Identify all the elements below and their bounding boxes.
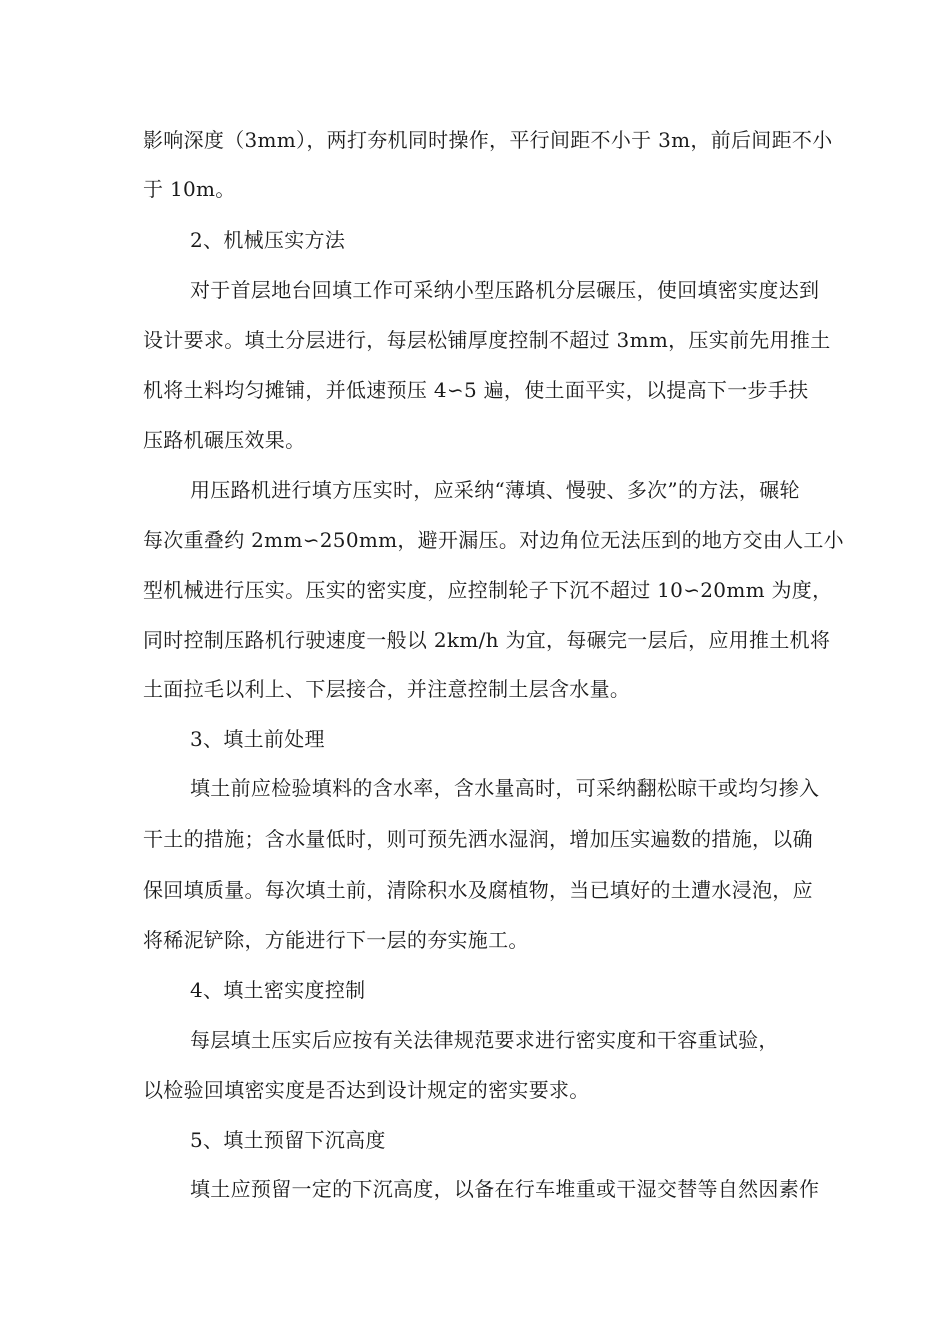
paragraph-line: 于 10m。 bbox=[143, 177, 236, 201]
paragraph-line: 型机械进行压实。压实的密实度，应控制轮子下沉不超过 10∽20mm 为度， bbox=[143, 578, 833, 602]
paragraph-line: 设计要求。填土分层进行，每层松铺厚度控制不超过 3mm，压实前先用推土 bbox=[143, 328, 831, 352]
paragraph-line: 每次重叠约 2mm∽250mm，避开漏压。对边角位无法压到的地方交由人工小 bbox=[143, 528, 844, 552]
section-heading: 4、填土密实度控制 bbox=[190, 978, 366, 1002]
paragraph-line: 填土前应检验填料的含水率，含水量高时，可采纳翻松晾干或均匀掺入 bbox=[190, 776, 820, 800]
paragraph-line: 机将土料均匀摊铺，并低速预压 4∽5 遍，使土面平实，以提高下一步手扶 bbox=[143, 378, 809, 402]
paragraph-line: 影响深度（3mm），两打夯机同时操作，平行间距不小于 3m，前后间距不小 bbox=[143, 128, 833, 152]
paragraph-line: 同时控制压路机行驶速度一般以 2km/h 为宜，每碾完一层后，应用推土机将 bbox=[143, 628, 831, 652]
paragraph-line: 对于首层地台回填工作可采纳小型压路机分层碾压，使回填密实度达到 bbox=[190, 278, 820, 302]
section-heading: 5、填土预留下沉高度 bbox=[190, 1128, 386, 1152]
paragraph-line: 填土应预留一定的下沉高度，以备在行车堆重或干湿交替等自然因素作 bbox=[190, 1177, 820, 1201]
paragraph-line: 土面拉毛以利上、下层接合，并注意控制土层含水量。 bbox=[143, 677, 631, 701]
paragraph-line: 以检验回填密实度是否达到设计规定的密实要求。 bbox=[143, 1078, 590, 1102]
section-heading: 2、机械压实方法 bbox=[190, 228, 346, 252]
paragraph-line: 保回填质量。每次填土前，清除积水及腐植物，当已填好的土遭水浸泡，应 bbox=[143, 878, 813, 902]
section-heading: 3、填土前处理 bbox=[190, 727, 325, 751]
paragraph-line: 干土的措施；含水量低时，则可预先洒水湿润，增加压实遍数的措施，以确 bbox=[143, 827, 813, 851]
paragraph-line: 压路机碾压效果。 bbox=[143, 428, 306, 452]
paragraph-line: 将稀泥铲除，方能进行下一层的夯实施工。 bbox=[143, 928, 529, 952]
paragraph-line: 用压路机进行填方压实时，应采纳“薄填、慢驶、多次”的方法，碾轮 bbox=[190, 478, 800, 502]
paragraph-line: 每层填土压实后应按有关法律规范要求进行密实度和干容重试验， bbox=[190, 1028, 779, 1052]
